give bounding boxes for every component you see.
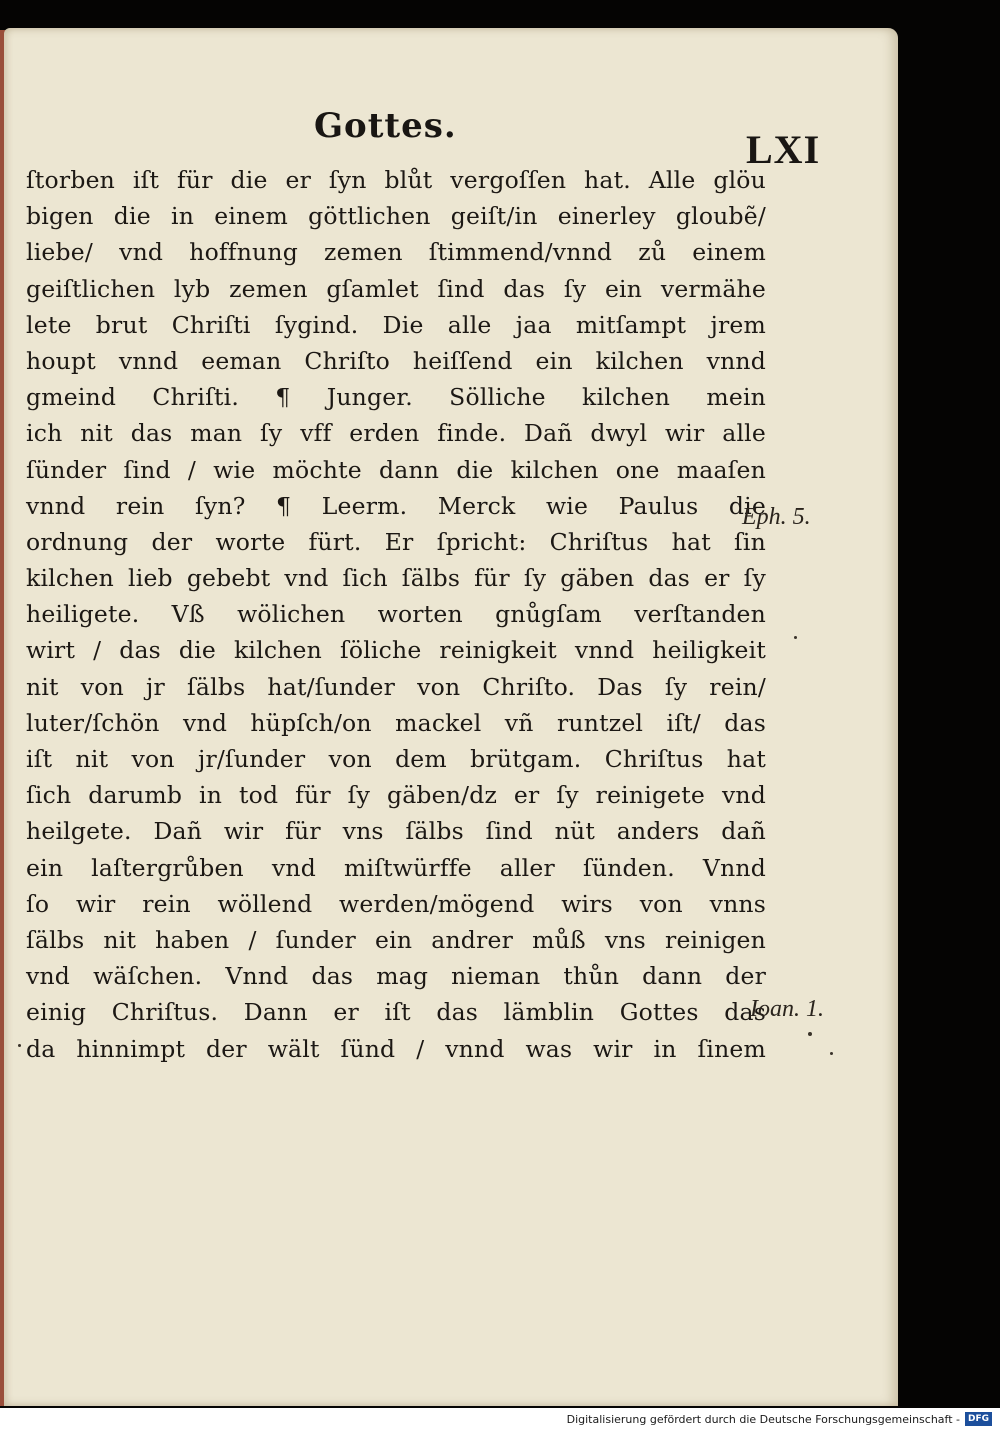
text-line: ſich darumb in tod für ſy gäben/dz er ſy reinigete vnd bbox=[26, 781, 766, 810]
text-line: heilgete. Dañ wir für vns ſälbs ſind nüt anders dañ bbox=[26, 817, 766, 846]
text-line: ordnung der worte fürt. Er ſpricht: Chriſtus hat ſin bbox=[26, 527, 766, 556]
dfg-logo: DFG bbox=[965, 1412, 992, 1426]
running-head: Gottes. bbox=[314, 106, 457, 146]
text-line: ſälbs nit haben / ſunder ein andrer můß vns reinigen bbox=[26, 925, 766, 954]
ink-speck bbox=[830, 1052, 833, 1055]
folio-number: LXI bbox=[746, 127, 821, 172]
text-line: kilchen lieb gebebt vnd ſich ſälbs für ſy gäben das er ſy bbox=[26, 564, 766, 593]
text-line: ein laſtergrůben vnd miſtwürffe aller ſünden. Vnnd bbox=[26, 853, 766, 882]
text-line: gmeind Chriſti. ¶ Junger. Sölliche kilchen mein bbox=[26, 383, 766, 412]
text-line: wirt / das die kilchen ſöliche reinigkeit vnnd heiligkeit bbox=[26, 636, 766, 665]
text-line: heiligete. Vß wölichen worten gnůgſam verſtanden bbox=[26, 600, 766, 629]
text-line: da hinnimpt der wält ſünd / vnnd was wir in ſinem bbox=[26, 1034, 766, 1063]
text-line: houpt vnnd eeman Chriſto heiſſend ein kilchen vnnd bbox=[26, 346, 766, 375]
text-line: ſo wir rein wöllend werden/mögend wirs von vnns bbox=[26, 889, 766, 918]
text-line: ſünder ſind / wie möchte dann die kilchen one maaſen bbox=[26, 455, 766, 484]
marginal-note: Ioan. 1. bbox=[750, 996, 824, 1022]
ink-speck bbox=[18, 1044, 21, 1047]
text-line: liebe/ vnd hoffnung zemen ſtimmend/vnnd zů einem bbox=[26, 238, 766, 267]
text-line: geiſtlichen lyb zemen gſamlet ſind das ſy ein vermähe bbox=[26, 274, 766, 303]
text-line: luter/ſchön vnd hüpſch/on mackel vñ runtzel iſt/ das bbox=[26, 708, 766, 737]
text-line: ſtorben iſt für die er ſyn blůt vergoſſen hat. Alle glöu bbox=[26, 166, 766, 194]
marginal-note: Eph. 5. bbox=[742, 504, 811, 530]
ink-speck bbox=[808, 1032, 812, 1036]
footer-bar bbox=[0, 1408, 1000, 1431]
text-line: lete brut Chriſti ſygind. Die alle jaa mitſampt jrem bbox=[26, 310, 766, 339]
text-block bbox=[26, 162, 766, 1067]
text-line: bigen die in einem göttlichen geiſt/in einerley gloubẽ/ bbox=[26, 202, 766, 231]
text-line: nit von jr ſälbs hat/ſunder von Chriſto. Das ſy rein/ bbox=[26, 672, 766, 701]
text-line: vnd wäſchen. Vnnd das mag nieman thůn dann der bbox=[26, 962, 766, 991]
text-line: vnnd rein ſyn? ¶ Leerm. Merck wie Paulus die bbox=[26, 491, 766, 520]
text-line: iſt nit von jr/ſunder von dem brütgam. Chriſtus hat bbox=[26, 745, 766, 773]
funding-credit: Digitalisierung gefördert durch die Deutsche Forschungsgemeinschaft - bbox=[566, 1413, 960, 1426]
text-line: einig Chriſtus. Dann er iſt das lämblin Gottes das bbox=[26, 998, 766, 1027]
text-line: ich nit das man ſy vff erden finde. Dañ dwyl wir alle bbox=[26, 419, 766, 448]
ink-speck bbox=[794, 636, 797, 639]
book-page bbox=[4, 28, 898, 1406]
